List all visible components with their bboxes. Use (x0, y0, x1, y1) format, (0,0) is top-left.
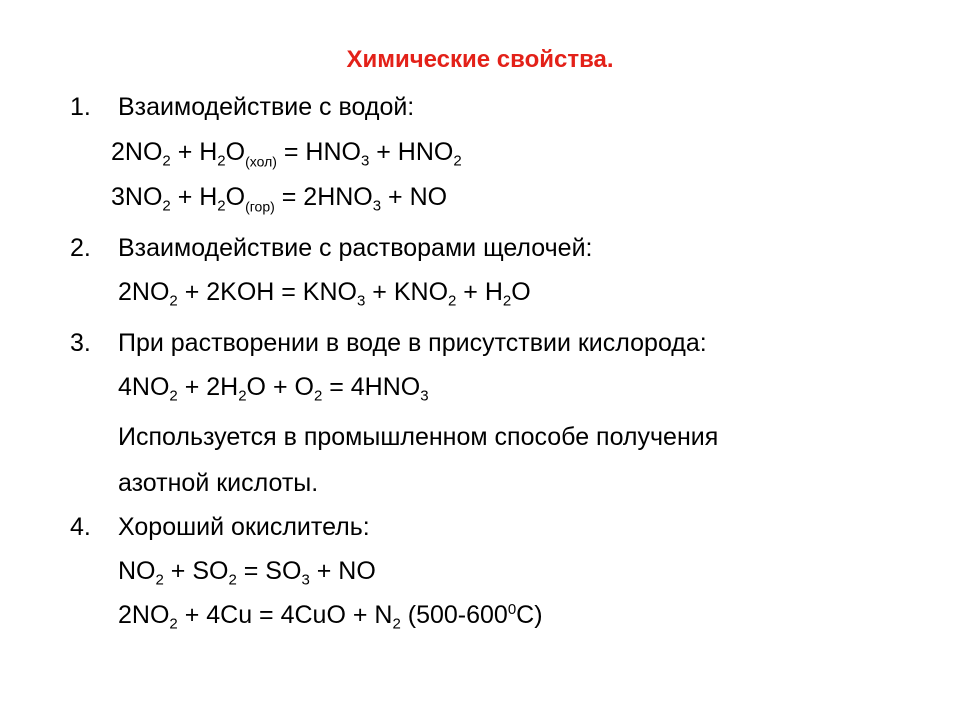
equation-4b: $2NO_2 + 4Cu = 4CuO + N_2$ $(500-600^0C)$ (118, 601, 543, 633)
section-1-heading: Взаимодействие с водой: (118, 93, 415, 121)
section-3-note-line-1: Используется в промышленном способе получения (118, 423, 719, 451)
section-3-number: 3. (70, 329, 91, 357)
page-title: Химические свойства. (346, 46, 614, 73)
section-4-number: 4. (70, 513, 91, 541)
equation-1b: $3NO_2 + H_2O_{(гор)} = 2HNO_3$ + NO (111, 183, 448, 215)
equation-4a: $NO_2 + SO_2 = SO_3$ + NO (118, 557, 376, 589)
equation-1a: $2NO_2 + H_2O_{(хол)} = HNO_3 + HNO_2$ (111, 138, 462, 170)
section-4-heading: Хороший окислитель: (118, 513, 370, 541)
section-3-heading: При растворении в воде в присутствии кислорода: (118, 329, 707, 357)
section-3-note-line-2: азотной кислоты. (118, 469, 319, 497)
section-2-heading: Взаимодействие с растворами щелочей: (118, 234, 593, 262)
section-1-number: 1. (70, 93, 91, 121)
equation-3: $4NO_2 + 2H_2O + O_2 = 4HNO_3$ (118, 373, 429, 405)
section-2-number: 2. (70, 234, 91, 262)
equation-2: $2NO_2 + 2KOH = KNO_3 + KNO_2 + H_2O$ (118, 278, 531, 310)
